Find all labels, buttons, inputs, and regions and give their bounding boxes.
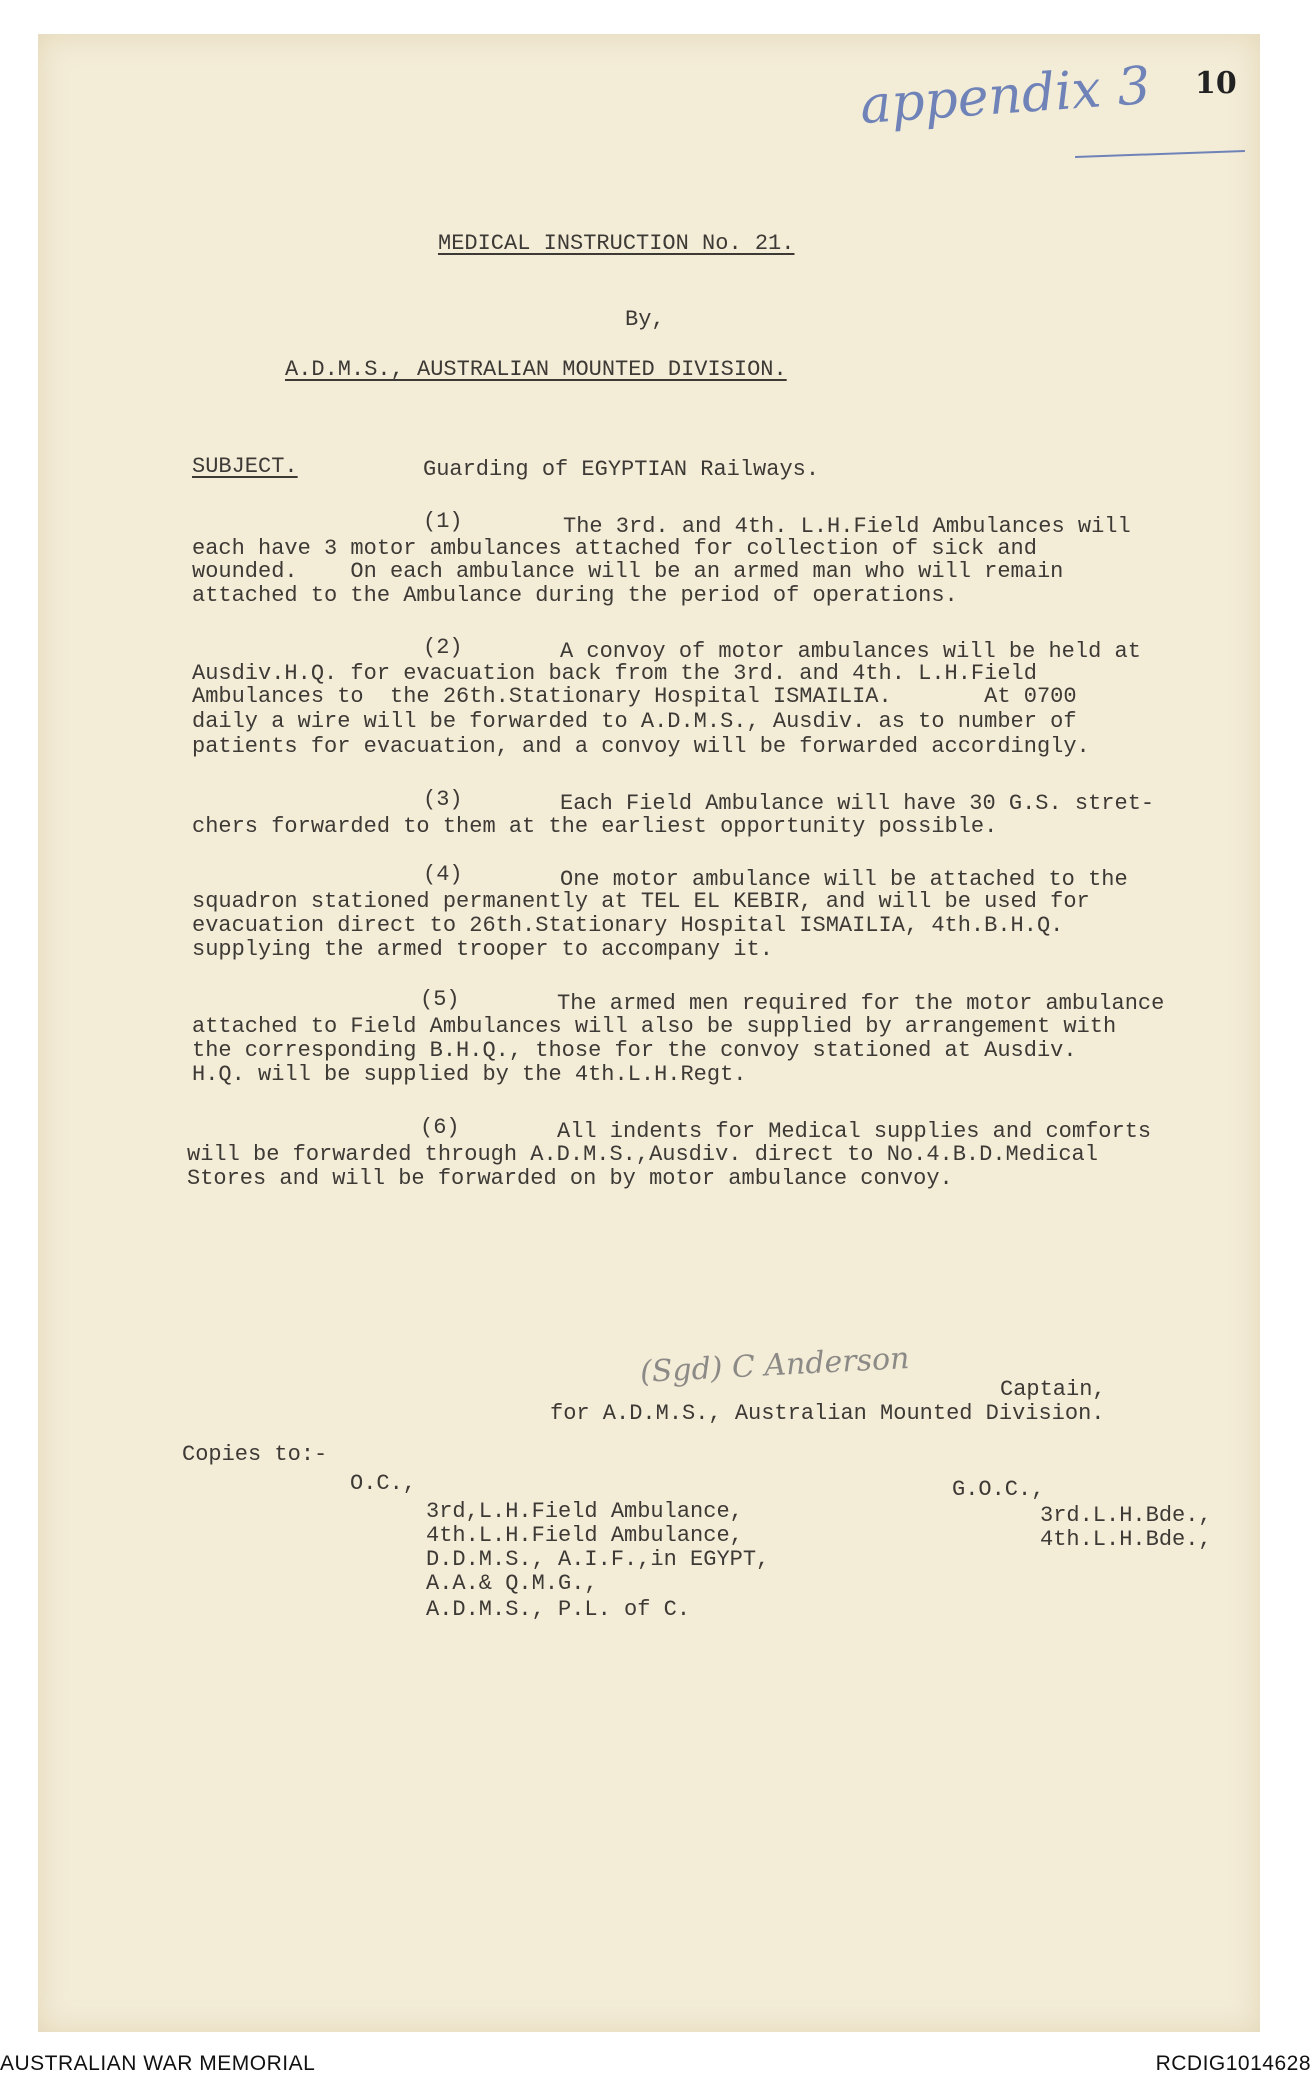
subject-text: Guarding of EGYPTIAN Railways. xyxy=(423,457,820,482)
copies-left-item: A.A.& Q.M.G., xyxy=(426,1571,598,1596)
paragraph-line: attached to the Ambulance during the period of operations. xyxy=(192,583,958,608)
paragraph-number: (1) xyxy=(423,509,463,534)
copies-left-item: A.D.M.S., P.L. of C. xyxy=(426,1597,691,1622)
signature: (Sgd) C Anderson xyxy=(639,1340,911,1391)
copies-right-item: 3rd.L.H.Bde., xyxy=(1040,1503,1212,1528)
copies-right-head: G.O.C., xyxy=(952,1477,1045,1502)
paragraph-line: supplying the armed trooper to accompany it. xyxy=(192,937,773,962)
paragraph-number: (2) xyxy=(423,635,463,660)
document-title: MEDICAL INSTRUCTION No. 21. xyxy=(438,231,795,256)
copies-left-head: O.C., xyxy=(350,1471,417,1496)
copies-left-item: 3rd,L.H.Field Ambulance, xyxy=(426,1499,743,1524)
footer-archive-name: AUSTRALIAN WAR MEMORIAL xyxy=(0,2052,316,2075)
signature-for-line: for A.D.M.S., Australian Mounted Division. xyxy=(550,1401,1105,1426)
paragraph-line: Stores and will be forwarded on by motor ambulance convoy. xyxy=(187,1166,953,1191)
handwritten-annotation: appendix 3 xyxy=(858,55,1153,137)
paragraph-line: daily a wire will be forwarded to A.D.M.S., Ausdiv. as to number of xyxy=(192,709,1077,734)
paragraph-number: (6) xyxy=(420,1115,460,1140)
paragraph-line: Ambulances to the 26th.Stationary Hospital ISMAILIA. At 0700 xyxy=(192,684,1077,709)
copies-right-item: 4th.L.H.Bde., xyxy=(1040,1527,1212,1552)
paragraph-line: The 3rd. and 4th. L.H.Field Ambulances will xyxy=(563,514,1131,539)
signature-rank: Captain, xyxy=(1000,1377,1106,1402)
paragraph-line: chers forwarded to them at the earliest opportunity possible. xyxy=(192,814,998,839)
issuer: A.D.M.S., AUSTRALIAN MOUNTED DIVISION. xyxy=(285,357,787,382)
by-line: By, xyxy=(625,307,665,332)
paragraph-line: will be forwarded through A.D.M.S.,Ausdiv. direct to No.4.B.D.Medical xyxy=(187,1142,1098,1167)
page-number: 10 xyxy=(1195,66,1237,101)
paragraph-line: One motor ambulance will be attached to the xyxy=(560,867,1128,892)
subject-label: SUBJECT. xyxy=(192,454,298,479)
paragraph-line: attached to Field Ambulances will also be supplied by arrangement with xyxy=(192,1014,1117,1039)
paragraph-line: Ausdiv.H.Q. for evacuation back from the 3rd. and 4th. L.H.Field xyxy=(192,661,1037,686)
footer-record-id: RCDIG1014628 xyxy=(1155,2052,1311,2075)
paragraph-line: All indents for Medical supplies and comforts xyxy=(557,1119,1152,1144)
paragraph-line: the corresponding B.H.Q., those for the convoy stationed at Ausdiv. xyxy=(192,1038,1077,1063)
paragraph-line: Each Field Ambulance will have 30 G.S. stret- xyxy=(560,791,1155,816)
paragraph-line: A convoy of motor ambulances will be held at xyxy=(560,639,1141,664)
paragraph-line: H.Q. will be supplied by the 4th.L.H.Regt. xyxy=(192,1062,747,1087)
paragraph-line: The armed men required for the motor ambulance xyxy=(557,991,1165,1016)
paragraph-line: evacuation direct to 26th.Stationary Hospital ISMAILIA, 4th.B.H.Q. xyxy=(192,913,1064,938)
copies-left-item: D.D.M.S., A.I.F.,in EGYPT, xyxy=(426,1547,770,1572)
paragraph-number: (4) xyxy=(423,862,463,887)
copies-label: Copies to:- xyxy=(182,1442,328,1467)
copies-left-item: 4th.L.H.Field Ambulance, xyxy=(426,1523,743,1548)
paragraph-line: patients for evacuation, and a convoy will be forwarded accordingly. xyxy=(192,734,1090,759)
paragraph-number: (5) xyxy=(420,987,460,1012)
paragraph-line: each have 3 motor ambulances attached for collection of sick and xyxy=(192,536,1037,561)
paragraph-number: (3) xyxy=(423,787,463,812)
paragraph-line: squadron stationed permanently at TEL EL KEBIR, and will be used for xyxy=(192,889,1090,914)
paragraph-line: wounded. On each ambulance will be an armed man who will remain xyxy=(192,559,1064,584)
